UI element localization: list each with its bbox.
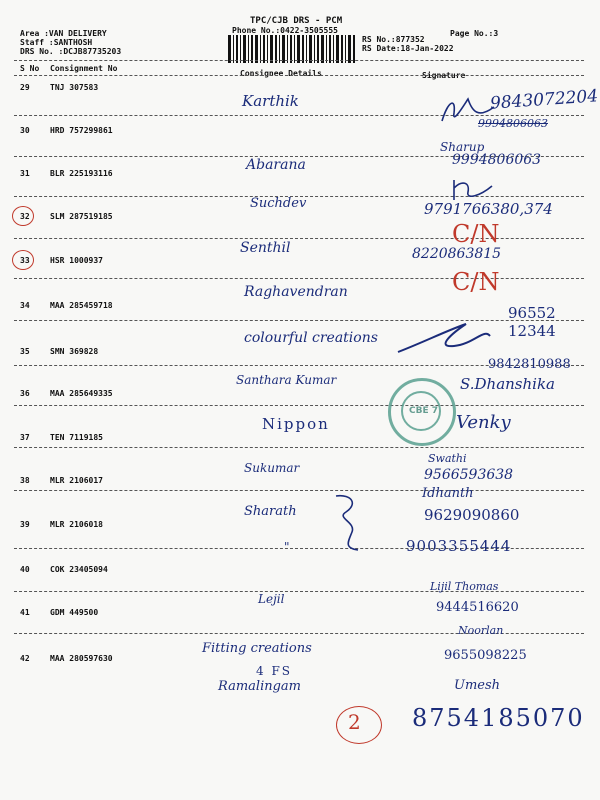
row-consignment: MAA 285649335 [50, 389, 113, 398]
row-divider [14, 591, 584, 592]
row-consignment: MAA 280597630 [50, 654, 113, 663]
receiver-signature: Umesh [454, 678, 501, 693]
receiver-code: 96552 [508, 304, 556, 322]
staff-label: Staff :SANTHOSH [20, 38, 93, 47]
company-stamp [388, 378, 456, 446]
consignee-name: Raghavendran [244, 284, 348, 300]
row-divider [14, 115, 584, 116]
row-sno: 29 [20, 83, 30, 92]
consignee-name: 4 FS [256, 664, 292, 678]
row-consignment: SLM 287519185 [50, 212, 113, 221]
row-sno: 42 [20, 654, 30, 663]
row-sno: 41 [20, 608, 30, 617]
consignee-name: Santhara Kumar [236, 373, 337, 387]
receiver-phone: 9566593638 [424, 467, 514, 483]
receiver-code: 12344 [508, 322, 556, 340]
consignee-name: colourful creations [244, 330, 378, 346]
row-consignment: TEN 7119185 [50, 433, 103, 442]
row-sno: 36 [20, 389, 30, 398]
row-sno: 40 [20, 565, 30, 574]
row-consignment: HSR 1000937 [50, 256, 103, 265]
drs-number: DRS No. :DCJB87735203 [20, 47, 122, 56]
row-consignment: MLR 2106018 [50, 520, 103, 529]
stamp-text: CBE 7 [409, 406, 439, 416]
row-divider [14, 405, 584, 406]
row-sno: 33 [20, 256, 30, 265]
receiver-phone: 9003355444 [406, 537, 512, 555]
rs-date: RS Date:18-Jan-2022 [362, 44, 454, 53]
receiver-phone: 9655098225 [444, 648, 527, 663]
cn-mark: C/N [452, 268, 500, 296]
receiver-signature: Swathi [428, 452, 467, 465]
receiver-signature: S.Dhanshika [460, 375, 555, 393]
receiver-phone: 8220863815 [412, 246, 502, 262]
consignee-name: Suchdev [250, 196, 307, 211]
consignee-name: Karthik [242, 92, 299, 110]
signature-scribble-icon [394, 318, 494, 358]
receiver-signature: Sharup [440, 140, 485, 154]
receiver-phone: 8754185070 [412, 704, 585, 732]
row-consignment: COK 23405094 [50, 565, 108, 574]
red-circle-mark [12, 206, 34, 226]
circled-number: 2 [348, 710, 361, 734]
col-signature: Signature [422, 71, 466, 80]
row-consignment: BLR 225193116 [50, 169, 113, 178]
row-consignment: MAA 285459718 [50, 301, 113, 310]
row-sno: 37 [20, 433, 30, 442]
consignee-name: Sharath [244, 504, 297, 519]
consignee-name: Abarana [246, 157, 306, 173]
row-consignment: SMN 369828 [50, 347, 99, 356]
page-number: Page No.:3 [450, 29, 499, 38]
receiver-phone-struck: 9994806063 [478, 117, 548, 130]
row-consignment: TNJ 307583 [50, 83, 99, 92]
signature-scribble-icon [330, 490, 366, 554]
row-divider [14, 490, 584, 491]
ditto-mark: " [284, 540, 290, 554]
rs-number: RS No.:877352 [362, 35, 425, 44]
row-sno: 38 [20, 476, 30, 485]
row-sno: 31 [20, 169, 30, 178]
header-divider-2 [14, 75, 584, 76]
consignee-name: Ramalingam [218, 679, 302, 694]
red-circle-mark [12, 250, 34, 270]
phone-number: Phone No.:0422-3505555 [232, 26, 338, 35]
row-consignment: HRD 757299861 [50, 126, 113, 135]
consignee-name: Lejil [258, 592, 285, 606]
header-divider [14, 60, 584, 61]
row-sno: 30 [20, 126, 30, 135]
row-divider [14, 320, 584, 321]
consignee-name: Senthil [240, 240, 291, 256]
row-sno: 39 [20, 520, 30, 529]
receiver-signature: Lijil Thomas [430, 580, 499, 593]
receiver-phone: 9444516620 [436, 600, 519, 615]
cn-mark: C/N [452, 220, 500, 248]
consignee-name: Fitting creations [202, 641, 312, 656]
receiver-phone: 9994806063 [452, 152, 542, 168]
receiver-phone: 9843072204 [489, 86, 599, 114]
receiver-signature: Idhanth [422, 486, 474, 501]
area-label: Area :VAN DELIVERY [20, 29, 107, 38]
col-sno: S No [20, 64, 40, 73]
col-consignee: Consignee Details [240, 69, 322, 78]
barcode-icon [228, 35, 356, 63]
col-consignment: Consignment No [50, 64, 118, 73]
consignee-name: Nippon [262, 415, 330, 433]
receiver-phone: 9842810988 [488, 357, 571, 372]
receiver-phone: 9791766380,374 [424, 200, 553, 218]
receiver-signature: Venky [456, 412, 511, 433]
row-consignment: GDM 449500 [50, 608, 99, 617]
row-divider [14, 447, 584, 448]
row-sno: 34 [20, 301, 30, 310]
row-consignment: MLR 2106017 [50, 476, 103, 485]
consignee-name: Sukumar [244, 461, 300, 475]
receiver-signature: Noorlan [458, 624, 504, 637]
row-sno: 35 [20, 347, 30, 356]
sheet-title: TPC/CJB DRS - PCM [250, 16, 343, 26]
row-sno: 32 [20, 212, 30, 221]
receiver-phone: 9629090860 [424, 506, 520, 524]
